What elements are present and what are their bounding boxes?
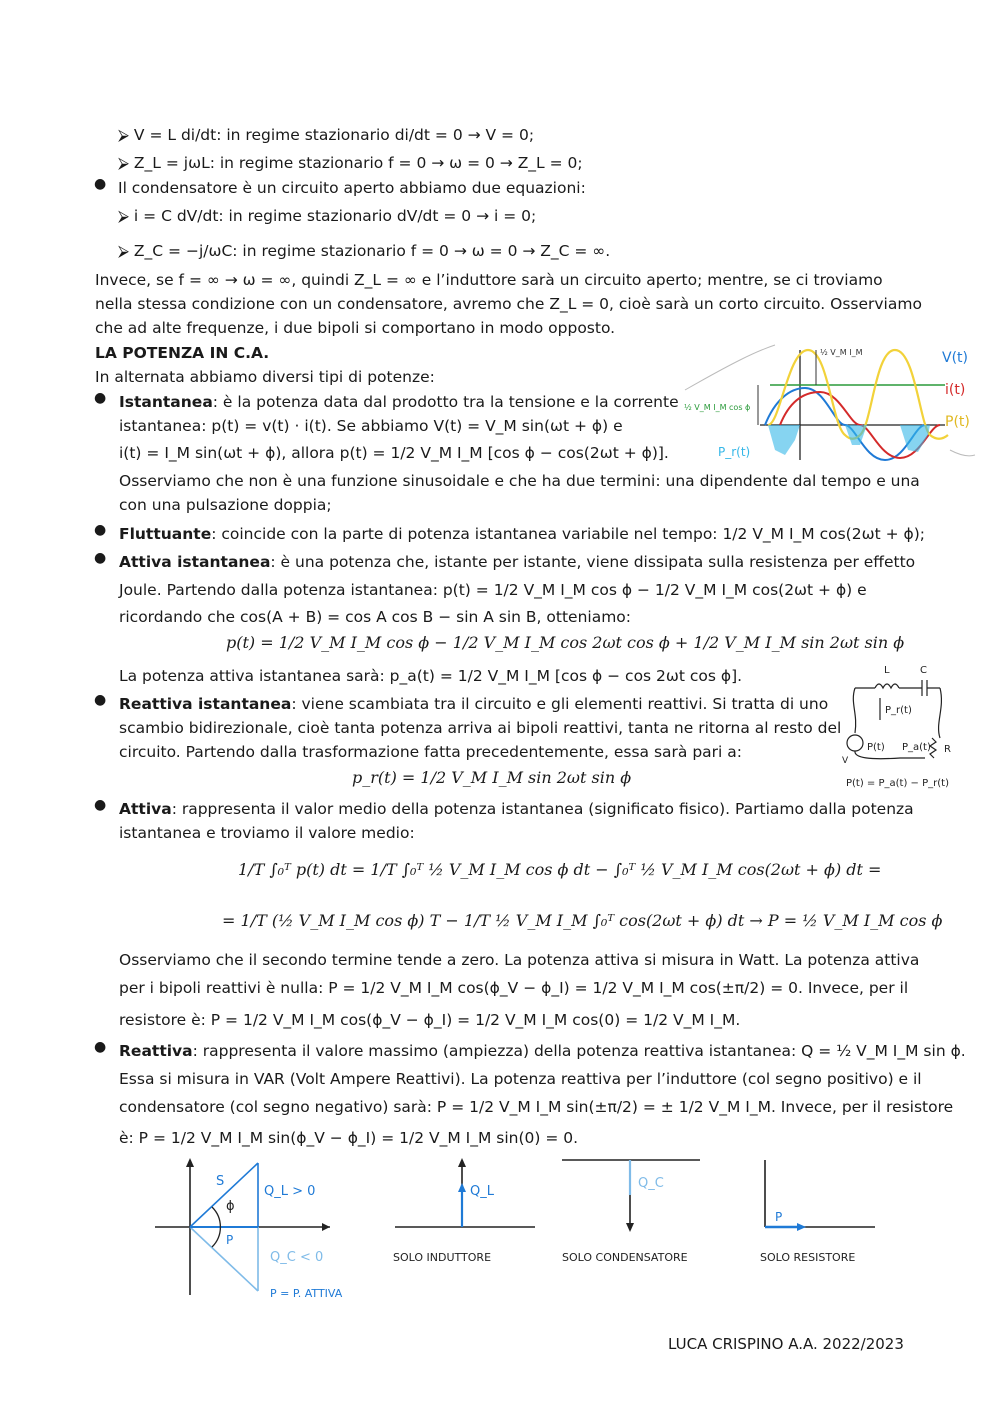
bullet-icon: ●	[94, 1039, 107, 1055]
label-p-res: P	[775, 1210, 783, 1224]
arrow-icon	[186, 1158, 194, 1167]
item-text: La potenza attiva istantanea sarà: p_a(t) = 1/2 V_M I_M [cos ϕ − cos 2ωt cos ϕ].	[119, 667, 743, 685]
item-attiva-istantanea	[119, 550, 915, 574]
reactive-area	[845, 425, 867, 445]
wire	[939, 688, 942, 738]
reactive-area	[768, 425, 800, 455]
item-text: : è una potenza che, istante per istante, viene dissipata sulla resistenza per effetto	[270, 553, 916, 571]
item-reattiva-istantanea	[119, 692, 828, 716]
sc-vector	[190, 1227, 258, 1291]
item-text: : è la potenza data dal prodotto tra la tensione e la corrente	[212, 393, 679, 411]
item-text: Essa si misura in VAR (Volt Ampere Reattivi). La potenza reattiva per l’induttore (col segno positivo) e il	[119, 1070, 922, 1088]
item-text: resistore è: P = 1/2 V_M I_M cos(ϕ_V − ϕ_I) = 1/2 V_M I_M cos(0) = 1/2 V_M I_M.	[119, 1011, 741, 1029]
arrow-icon	[322, 1223, 330, 1231]
arrow-icon	[626, 1223, 634, 1232]
label-ql-ind: Q_L	[470, 1184, 494, 1199]
item-text: i(t) = I_M sin(ωt + ϕ), allora p(t) = 1/2 V_M I_M [cos ϕ − cos(2ωt + ϕ)].	[119, 444, 669, 462]
equation: = 1/T (½ V_M I_M cos ϕ) T − 1/T ½ V_M I_M ∫₀ᵀ cos(2ωt + ϕ) dt → P = ½ V_M I_M cos ϕ	[222, 911, 943, 930]
term-attiva-istantanea: Attiva istantanea	[119, 553, 271, 571]
equation: 1/T ∫₀ᵀ p(t) dt = 1/T ∫₀ᵀ ½ V_M I_M cos ϕ dt − ∫₀ᵀ ½ V_M I_M cos(2ωt + ϕ) dt =	[238, 860, 882, 879]
caption-solo-resistore: SOLO RESISTORE	[760, 1251, 856, 1264]
label-p: P(t)	[867, 742, 885, 753]
waveform-figure	[680, 340, 980, 465]
equation: p(t) = 1/2 V_M I_M cos ϕ − 1/2 V_M I_M cos 2ωt cos ϕ + 1/2 V_M I_M sin 2ωt sin ϕ	[226, 633, 905, 652]
label-p: P	[226, 1233, 234, 1247]
item-text: Osserviamo che il secondo termine tende a zero. La potenza attiva si misura in Watt. La potenza attiva	[119, 951, 920, 969]
paragraph-line: Invece, se f = ∞ → ω = ∞, quindi Z_L = ∞ e l’induttore sarà un circuito aperto; mentre, se ci troviamo	[95, 271, 883, 289]
bullet-icon: ●	[94, 390, 107, 406]
item-text: : rappresenta il valor medio della potenza istantanea (significato fisico). Partiamo dalla potenza	[171, 800, 914, 818]
resistor-symbol	[930, 738, 936, 758]
label-half-vm-im: ½ V_M I_M	[820, 348, 863, 357]
paragraph-line: In alternata abbiamo diversi tipi di potenze:	[95, 368, 435, 386]
wire	[853, 688, 855, 733]
bullet-icon: ●	[94, 797, 107, 813]
item-text: è: P = 1/2 V_M I_M sin(ϕ_V − ϕ_I) = 1/2 V_M I_M sin(0) = 0.	[119, 1129, 579, 1147]
item-istantanea	[119, 390, 679, 414]
bullet-icon: ●	[94, 522, 107, 538]
caption-solo-condensatore: SOLO CONDENSATORE	[562, 1251, 688, 1264]
item-text: scambio bidirezionale, cioè tanta potenza arriva ai bipoli reattivi, tanta ne ritorna al resto del	[119, 719, 842, 737]
term-istantanea: Istantanea	[119, 393, 213, 411]
label-R: R	[944, 744, 951, 755]
term-attiva: Attiva	[119, 800, 172, 818]
label-ql: Q_L > 0	[264, 1184, 316, 1199]
label-phi: ϕ	[226, 1199, 235, 1214]
label-v: V	[842, 756, 849, 766]
item-text: : rappresenta il valore massimo (ampiezza) della potenza reattiva istantanea: Q = ½ V_M I_M sin ϕ.	[192, 1042, 966, 1060]
label-pa: P_a(t)	[902, 742, 931, 753]
arrow-icon	[797, 1223, 806, 1231]
capacitor-symbol	[899, 680, 940, 696]
label-cos-phi: ½ V_M I_M cos ϕ	[684, 403, 751, 412]
line-capacitor-current: ⮚ i = C dV/dt: in regime stazionario dV/dt = 0 → i = 0;	[118, 207, 537, 225]
label-current: i(t)	[945, 382, 966, 398]
item-text: Osserviamo che non è una funzione sinusoidale e che ha due termini: una dipendente dal tempo e una	[119, 472, 920, 490]
label-qc: Q_C < 0	[270, 1250, 324, 1265]
item-text: per i bipoli reattivi è nulla: P = 1/2 V_M I_M cos(ϕ_V − ϕ_I) = 1/2 V_M I_M cos(±π/2) = 0. Invece, per il	[119, 979, 909, 997]
item-fluttuante	[119, 522, 925, 546]
footer-author: LUCA CRISPINO A.A. 2022/2023	[668, 1335, 904, 1353]
item-text: istantanea e troviamo il valore medio:	[119, 824, 415, 842]
item-text: Joule. Partendo dalla potenza istantanea: p(t) = 1/2 V_M I_M cos ϕ − 1/2 V_M I_M cos(2ωt + ϕ) e	[119, 581, 867, 599]
sketch-line	[950, 450, 975, 456]
label-C: C	[920, 665, 927, 676]
voltage-curve	[765, 388, 925, 460]
item-text: ricordando che cos(A + B) = cos A cos B − sin A sin B, otteniamo:	[119, 608, 632, 626]
line-capacitor-intro: Il condensatore è un circuito aperto abbiamo due equazioni:	[118, 179, 586, 197]
label-L: L	[884, 665, 890, 676]
item-attiva	[119, 797, 914, 821]
label-s: S	[216, 1174, 225, 1189]
line-inductor-voltage: ⮚ V = L di/dt: in regime stazionario di/dt = 0 → V = 0;	[118, 126, 535, 144]
item-text: condensatore (col segno negativo) sarà: P = 1/2 V_M I_M sin(±π/2) = ± 1/2 V_M I_M. Invece, per il resistore	[119, 1098, 954, 1116]
section-heading: LA POTENZA IN C.A.	[95, 344, 270, 362]
item-text: con una pulsazione doppia;	[119, 496, 332, 514]
arrow-icon	[458, 1158, 466, 1167]
power-triangle-figures	[150, 1155, 890, 1305]
bullet-icon: ●	[94, 550, 107, 566]
bullet-icon: ●	[94, 176, 107, 192]
item-text: circuito. Partendo dalla trasformazione fatta precedentemente, essa sarà pari a:	[119, 743, 742, 761]
label-p-attiva: P = P. ATTIVA	[270, 1287, 343, 1300]
label-qc-cap: Q_C	[638, 1176, 664, 1191]
voltage-source	[847, 735, 863, 751]
label-voltage: V(t)	[942, 350, 968, 366]
paragraph-line: nella stessa condizione con un condensatore, avremo che Z_L = 0, cioè sarà un corto circuito. Osserviamo	[95, 295, 922, 313]
term-reattiva-istantanea: Reattiva istantanea	[119, 695, 292, 713]
item-text: istantanea: p(t) = v(t) · i(t). Se abbiamo V(t) = V_M sin(ωt + ϕ) e	[119, 417, 623, 435]
label-power: P(t)	[945, 414, 970, 430]
equation: p_r(t) = 1/2 V_M I_M sin 2ωt sin ϕ	[352, 768, 632, 787]
line-capacitor-impedance: ⮚ Z_C = −j/ωC: in regime stazionario f = 0 → ω = 0 → Z_C = ∞.	[118, 242, 611, 260]
item-text: : coincide con la parte di potenza istantanea variabile nel tempo: 1/2 V_M I_M cos(2ωt + ϕ);	[211, 525, 925, 543]
line-inductor-impedance: ⮚ Z_L = jωL: in regime stazionario f = 0 → ω = 0 → Z_L = 0;	[118, 154, 583, 172]
s-vector	[190, 1163, 258, 1227]
inductor-symbol	[875, 684, 899, 688]
term-reattiva: Reattiva	[119, 1042, 193, 1060]
circuit-formula: P(t) = P_a(t) − P_r(t)	[846, 778, 949, 789]
term-fluttuante: Fluttuante	[119, 525, 212, 543]
item-text: : viene scambiata tra il circuito e gli elementi reattivi. Si tratta di uno	[291, 695, 829, 713]
arrow-icon	[458, 1183, 466, 1192]
circuit-figure	[840, 658, 960, 793]
label-reactive-power: P_r(t)	[718, 445, 751, 459]
sketch-line	[685, 345, 775, 390]
caption-solo-induttore: SOLO INDUTTORE	[393, 1251, 492, 1264]
item-reattiva	[119, 1039, 966, 1063]
paragraph-line: che ad alte frequenze, i due bipoli si comportano in modo opposto.	[95, 319, 616, 337]
bullet-icon: ●	[94, 692, 107, 708]
label-pr: P_r(t)	[885, 705, 912, 716]
